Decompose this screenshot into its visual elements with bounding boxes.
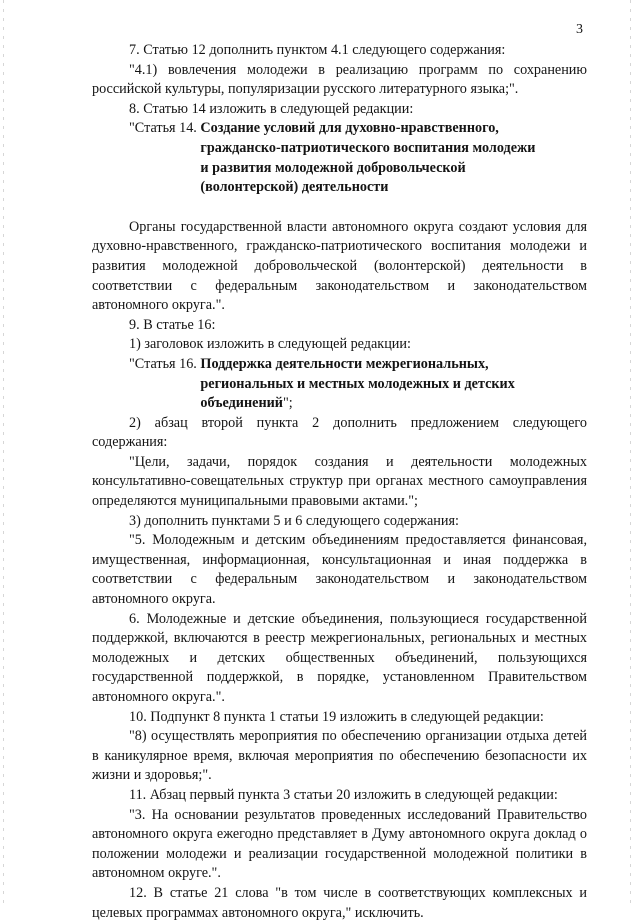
paragraph: "5. Молодежным и детским объединениям предоставляется финансовая, имущественная, информационная, консультационная и иная поддержка в соответствии с федеральным законодательством и законодательством автономного округа. xyxy=(92,532,587,608)
paragraph: 11. Абзац первый пункта 3 статьи 20 изложить в следующей редакции: xyxy=(129,786,558,803)
paragraph: 7. Статью 12 дополнить пунктом 4.1 следующего содержания: xyxy=(129,42,506,58)
paragraph: 8. Статью 14 изложить в следующей редакции: xyxy=(129,100,414,117)
page-number: 3 xyxy=(576,22,583,37)
article-title-suffix: "; xyxy=(282,395,293,412)
paragraph: 2) абзац второй пункта 2 дополнить предложением следующего содержания: xyxy=(92,414,587,451)
article-title-line xyxy=(200,159,535,179)
article-title xyxy=(200,355,514,414)
scan-edge-right xyxy=(630,0,631,905)
article-title-text: гражданско-патриотического воспитания молодежи xyxy=(200,139,536,156)
article-title-line xyxy=(200,375,514,395)
paragraph: "Цели, задачи, порядок создания и деятельности молодежных консультативно-совещательных структур при органах местного самоуправления определяются муниципальными правовыми актами."; xyxy=(92,453,587,510)
paragraph: 3) дополнить пунктами 5 и 6 следующего содержания: xyxy=(129,512,459,529)
paragraph: "8) осуществлять мероприятия по обеспечению организации отдыха детей в каникулярное время, включая мероприятия по обеспечению безопасности их жизни и здоровья;". xyxy=(92,728,587,784)
article-title-line xyxy=(200,394,514,414)
article-title-text: региональных и местных молодежных и детских xyxy=(200,375,515,392)
article-title-line xyxy=(200,139,535,159)
document-body xyxy=(92,41,587,923)
article-title-text: Поддержка деятельности межрегиональных, xyxy=(200,355,489,372)
article-title xyxy=(200,119,535,197)
paragraph: 9. В статье 16: xyxy=(129,316,216,333)
article-number-label: "Статья 14. xyxy=(129,120,201,137)
article-number-label: "Статья 16. xyxy=(129,355,201,372)
article-heading xyxy=(129,119,587,197)
article-title-line xyxy=(200,119,535,139)
article-title-text: объединений xyxy=(200,395,283,412)
paragraph: Органы государственной власти автономного округа создают условия для духовно-нравственного, гражданско-патриотического воспитания молодежи и развития молодежной добровольческой (волонтерской) деятельности в соответствии с федеральным законодательством и законодательством автономного округа.". xyxy=(92,218,587,314)
paragraph: 12. В статье 21 слова "в том числе в соответствующих комплексных и целевых программах автономного округа," исключить. xyxy=(92,884,587,921)
article-title-text: Создание условий для духовно-нравственного, xyxy=(200,120,499,137)
article-title-text: и развития молодежной добровольческой xyxy=(200,159,466,176)
article-title-line xyxy=(200,355,514,375)
paragraph: "3. На основании результатов проведенных исследований Правительство автономного округа ежегодно представляет в Думу автономного округа доклад о положении молодежи и реализации государственной молодежной политики в автономном округе.". xyxy=(92,806,587,882)
paragraph: 6. Молодежные и детские объединения, пользующиеся государственной поддержкой, включаются в реестр межрегиональных, региональных и местных молодежных и детских общественных объединений, пользующихся государственной поддержкой, в порядке, установленном Правительством автономного округа.". xyxy=(92,610,587,705)
article-title-text: (волонтерской) деятельности xyxy=(200,179,389,196)
article-heading xyxy=(129,355,587,414)
paragraph: "4.1) вовлечения молодежи в реализацию программ по сохранению российской культуры, популяризации русского литературного языка;". xyxy=(92,61,587,98)
paragraph: 10. Подпункт 8 пункта 1 статьи 19 изложить в следующей редакции: xyxy=(129,708,544,725)
article-title-line xyxy=(200,178,535,198)
scan-edge-left xyxy=(3,0,4,905)
paragraph: 1) заголовок изложить в следующей редакции: xyxy=(129,336,411,353)
paragraph-spacer xyxy=(92,198,587,218)
